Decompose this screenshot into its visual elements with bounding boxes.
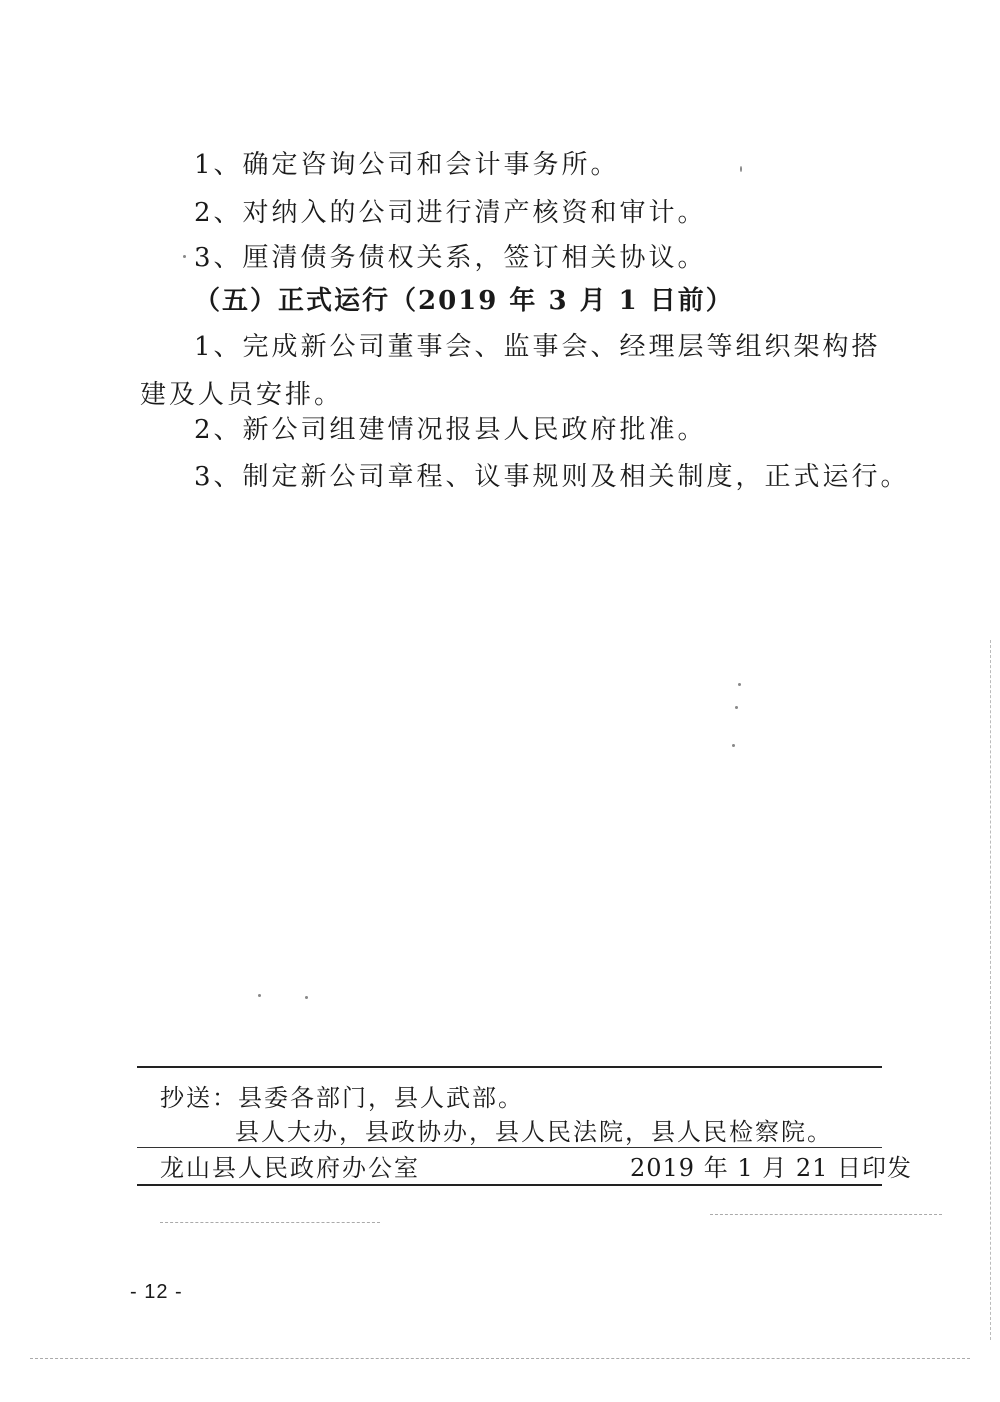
scan-artifact bbox=[183, 255, 186, 258]
list-item: 3、厘清债务债权关系，签订相关协议。 bbox=[194, 243, 707, 273]
list-item: 1、确定咨询公司和会计事务所。 bbox=[194, 150, 620, 180]
section-heading: （五）正式运行（2019 年 3 月 1 日前） bbox=[194, 286, 734, 316]
scan-artifact bbox=[735, 706, 738, 709]
scan-artifact bbox=[160, 1222, 380, 1223]
scan-artifact bbox=[305, 996, 308, 999]
list-item: 2、对纳入的公司进行清产核资和审计。 bbox=[194, 198, 707, 228]
distribution-top-rule bbox=[137, 1066, 882, 1068]
distribution-middle-rule bbox=[137, 1147, 882, 1148]
list-item: 3、制定新公司章程、议事规则及相关制度，正式运行。 bbox=[194, 462, 910, 492]
issuer-name: 龙山县人民政府办公室 bbox=[160, 1154, 420, 1182]
cc-line-1: 抄送：县委各部门，县人武部。 bbox=[160, 1084, 524, 1112]
distribution-bottom-rule bbox=[137, 1184, 882, 1186]
scan-artifact bbox=[738, 683, 741, 686]
list-item: 1、完成新公司董事会、监事会、经理层等组织架构搭建及人员安排。 bbox=[140, 332, 881, 410]
scan-artifact bbox=[740, 166, 742, 172]
list-item: 2、新公司组建情况报县人民政府批准。 bbox=[194, 415, 707, 445]
issue-date: 2019 年 1 月 21 日印发 bbox=[630, 1154, 913, 1182]
scan-artifact bbox=[990, 640, 991, 1340]
cc-line-2: 县人大办，县政协办，县人民法院，县人民检察院。 bbox=[235, 1118, 833, 1146]
scan-artifact bbox=[258, 994, 261, 997]
page-number: - 12 - bbox=[130, 1281, 183, 1303]
scan-artifact bbox=[710, 1214, 942, 1215]
scan-artifact bbox=[30, 1358, 970, 1359]
scan-artifact bbox=[732, 744, 735, 747]
